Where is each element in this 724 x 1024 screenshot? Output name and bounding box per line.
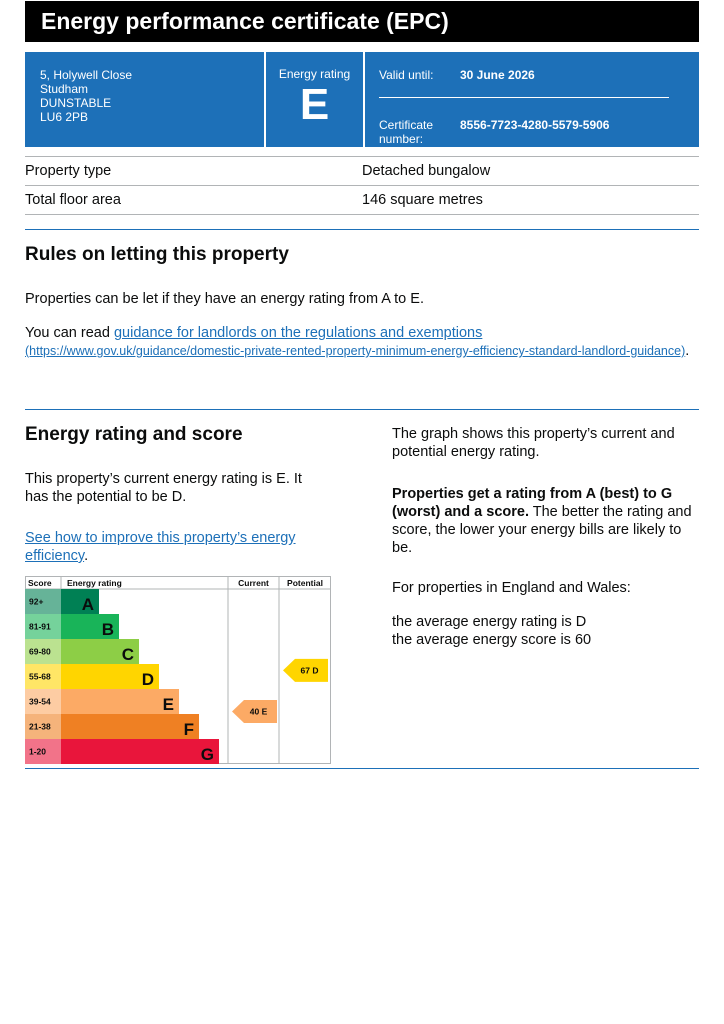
rating-letter: A (81, 595, 94, 614)
average-rating: the average energy rating is D (392, 614, 587, 630)
rating-bar-e (61, 689, 179, 714)
rating-explanation-rest: The better the rating and score, the lower your energy bills are likely to be. (392, 504, 692, 556)
score-range-label: 81-91 (29, 621, 51, 632)
energy-current-text: This property’s current energy rating is E. It has the potential to be D. (25, 471, 302, 505)
current-rating-arrow-label: 40 E (249, 706, 268, 717)
address-line: DUNSTABLE (40, 96, 112, 110)
property-address (25, 52, 264, 147)
potential-header: Potential (287, 578, 323, 588)
improve-efficiency-link[interactable]: See how to improve this property’s energy efficiency (25, 530, 296, 564)
property-row (25, 156, 699, 186)
divider (379, 97, 669, 98)
address-line: Studham (40, 82, 89, 96)
property-key: Property type (25, 163, 112, 179)
certificate-summary (25, 52, 699, 147)
rating-letter: B (101, 620, 114, 639)
score-range-label: 55-68 (29, 671, 51, 682)
validity-box (365, 52, 699, 147)
graph-explanation: The graph shows this property’s current and potential energy rating. (392, 426, 675, 460)
current-header: Current (238, 578, 269, 588)
energy-rating-chart (25, 576, 331, 764)
improve-para (25, 529, 325, 565)
certificate-label-line1: Certificate (379, 118, 434, 132)
landlord-guidance-link[interactable]: guidance for landlords on the regulations and exemptions (113, 325, 483, 341)
energy-rating-label: Energy rating (278, 67, 351, 81)
address-line: LU6 2PB (40, 110, 89, 124)
landlord-guidance-url-link[interactable]: (https://www.gov.uk/guidance/domestic-private-rented-property-minimum-energy-efficiency-standard-landlord-guidance) (25, 344, 686, 358)
average-score: the average energy score is 60 (392, 632, 592, 648)
letting-para1: Properties can be let if they have an energy rating from A to E. (25, 291, 424, 307)
england-wales-text: For properties in England and Wales: (392, 580, 631, 596)
score-range-label: 1-20 (29, 746, 47, 757)
energy-rating-box (266, 52, 363, 147)
rating-letter: F (183, 720, 194, 739)
section-divider (25, 229, 699, 230)
property-row (25, 186, 699, 215)
score-range-label: 92+ (29, 596, 44, 607)
rating-bar-g (61, 739, 219, 764)
certificate-number-label (379, 118, 460, 146)
energy-rating-letter: E (299, 80, 330, 129)
valid-until-date: 30 June 2026 (460, 68, 535, 82)
score-header: Score (28, 578, 52, 588)
rating-letter: E (162, 695, 174, 714)
property-key: Total floor area (25, 192, 121, 208)
section-divider (25, 768, 699, 769)
rating-bar-f (61, 714, 199, 739)
letting-para2 (25, 324, 699, 360)
energy-heading: Energy rating and score (25, 424, 243, 445)
page-title: Energy performance certificate (EPC) (25, 1, 699, 42)
potential-rating-arrow-label: 67 D (300, 665, 319, 676)
period: . (685, 343, 690, 359)
letting-heading: Rules on letting this property (25, 244, 289, 265)
rating-letter: D (141, 670, 154, 689)
score-range-label: 39-54 (29, 696, 51, 707)
rating-letter: G (200, 745, 214, 764)
section-divider (25, 409, 699, 410)
valid-until-label: Valid until: (379, 68, 434, 82)
period: . (84, 548, 89, 564)
energy-rating-graph (25, 576, 331, 764)
certificate-number: 8556-7723-4280-5579-5906 (460, 118, 610, 132)
score-range-label: 69-80 (29, 646, 51, 657)
property-details (25, 156, 699, 215)
rating-explanation (392, 485, 702, 557)
property-value: 146 square metres (362, 192, 483, 208)
certificate-label-line2: number: (379, 132, 424, 146)
address-line: 5, Holywell Close (40, 68, 133, 82)
rating-explanation-bold: Properties get a rating from A (best) to G (worst) and a score. (392, 486, 673, 520)
energy-rating-header: Energy rating (67, 578, 122, 588)
rating-letter: C (121, 645, 134, 664)
property-value: Detached bungalow (362, 163, 491, 179)
letting-para2-prefix: You can read (25, 325, 114, 341)
score-range-label: 21-38 (29, 721, 51, 732)
